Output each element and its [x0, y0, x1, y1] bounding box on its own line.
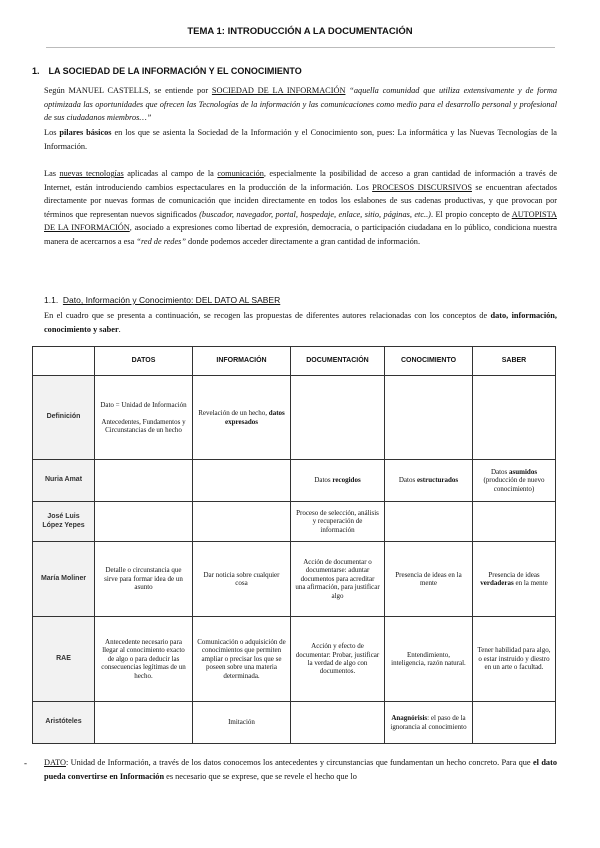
subsection-heading: 1.1. Dato, Información y Conocimiento: DEL DATO AL SABER: [44, 295, 281, 305]
table-cell: Dar noticia sobre cualquier cosa: [193, 542, 291, 617]
table-cell: Acción y efecto de documentar: Probar, justificar la verdad de algo con documentos.: [291, 617, 385, 702]
section-heading: [32, 66, 302, 76]
table-row: [33, 376, 556, 460]
table-cell: [473, 502, 556, 542]
table-row: [33, 502, 556, 542]
paragraph-cuadro-intro: En el cuadro que se presenta a continuación, se recogen las propuestas de diferentes autores relacionadas con los conceptos de dato, información, conocimiento y saber.: [44, 311, 557, 334]
table-cell: Entendimiento, inteligencia, razón natural.: [385, 617, 473, 702]
term-sociedad-informacion: SOCIEDAD DE LA INFORMACIÓN: [211, 86, 346, 95]
table-cell: Revelación de un hecho, datos expresados: [193, 376, 291, 460]
table-cell: Proceso de selección, análisis y recuperación de información: [291, 502, 385, 542]
row-label: Definición: [33, 376, 95, 460]
row-label: RAE: [33, 617, 95, 702]
table-cell: [95, 502, 193, 542]
table-cell: [193, 502, 291, 542]
term-pilares: pilares básicos: [59, 128, 112, 137]
page-title: TEMA 1: INTRODUCCIÓN A LA DOCUMENTACIÓN: [187, 26, 413, 37]
column-header: INFORMACIÓN: [193, 347, 291, 376]
row-label: Aristóteles: [33, 702, 95, 744]
table-corner-cell: [33, 347, 95, 376]
castells-quote: “aquella comunidad que utiliza extensivamente y de forma optimizada las oportunidades que ofrecen las Tecnologías de la información y las comunicaciones como medio para el desarrollo personal y profesional de sus ciudadanos miembros…”: [44, 86, 557, 122]
table-cell: Comunicación o adquisición de conocimientos que permiten ampliar o precisar los que se poseen sobre una materia determinada.: [193, 617, 291, 702]
header-divider: [46, 47, 555, 48]
row-label: María Moliner: [33, 542, 95, 617]
table-row: [33, 460, 556, 502]
table-cell: [473, 376, 556, 460]
table-row: [33, 542, 556, 617]
table-row: [33, 702, 556, 744]
table-cell: Acción de documentar o documentarse: aduntar documentos para acreditar una afirmación, para justificar algo: [291, 542, 385, 617]
table-cell: Dato = Unidad de Información Antecedentes, Fundamentos y Circunstancias de un hecho: [95, 376, 193, 460]
table-cell: Datos estructurados: [385, 460, 473, 502]
table-cell: Imitación: [193, 702, 291, 744]
term-dato: DATO: [44, 758, 66, 767]
bullet-marker: -: [24, 758, 27, 768]
paragraph-dato: DATO: Unidad de Información, a través de los datos conocemos los antecedentes y circunstancias que fundamentan un hecho concreto. Para que el dato pueda convertirse en Información es necesario que se exprese, que se revele el hecho que lo: [44, 758, 557, 781]
table-header-row: [33, 347, 556, 376]
table-cell: [291, 376, 385, 460]
paragraph-nuevas-tecnologias: Las nuevas tecnologías aplicadas al campo de la comunicación, especialmente la posibilidad de acceso a gran cantidad de información a través de Internet, están introduciendo cambios espectaculares en la producción de la información. Los PROCESOS DISCURSIVOS se encuentran afectados directamente por nuevas formas de comunicación que inciden directamente en todos los eslabones de sus cadenas productivas, y que provocan por términos que representan nuevos significados (buscador, navegador, portal, hospedaje, enlace, sitio, páginas, etc..). El propio concepto de AUTOPISTA DE LA INFORMACIÓN, asociado a expresiones como libertad de expresión, democracia, o participación ciudadana en lo público, condiciona nuestra manera de acercarnos a esa “red de redes” donde podemos acceder directamente a gran cantidad de información.: [44, 169, 558, 246]
table-cell: [95, 702, 193, 744]
table-cell: Detalle o circunstancia que sirve para formar idea de un asunto: [95, 542, 193, 617]
table-cell: Antecedente necesario para llegar al conocimiento exacto de algo o para deducir las consecuencias legítimas de un hecho.: [95, 617, 193, 702]
column-header: SABER: [473, 347, 556, 376]
table-cell: Presencia de ideas en la mente: [385, 542, 473, 617]
column-header: DATOS: [95, 347, 193, 376]
table-cell: Anagnórisis: el paso de la ignorancia al conocimiento: [385, 702, 473, 744]
column-header: DOCUMENTACIÓN: [291, 347, 385, 376]
section-title: LA SOCIEDAD DE LA INFORMACIÓN Y EL CONOCIMIENTO: [48, 66, 302, 76]
section-number: 1.: [32, 66, 40, 76]
column-header: CONOCIMIENTO: [385, 347, 473, 376]
table-cell: [385, 376, 473, 460]
row-label: Nuria Amat: [33, 460, 95, 502]
paragraph-castells: Según MANUEL CASTELLS, se entiende por SOCIEDAD DE LA INFORMACIÓN “aquella comunidad que utiliza extensivamente y de forma optimizada las oportunidades que ofrecen las Tecnologías de la información y las comunicaciones como medio para el desarrollo personal y profesional de sus ciudadanos miembros…”: [44, 86, 557, 122]
paragraph-pilares: Los pilares básicos en los que se asienta la Sociedad de la Información y el Conocimiento son, pues: La informática y las Nuevas Tecnologías de la Información.: [44, 128, 557, 151]
table-cell: Datos recogidos: [291, 460, 385, 502]
table-cell: Presencia de ideas verdaderas en la mente: [473, 542, 556, 617]
table-cell: [95, 460, 193, 502]
table-cell: [193, 460, 291, 502]
table-cell: [291, 702, 385, 744]
table-cell: [385, 502, 473, 542]
table-cell: Datos asumidos (producción de nuevo conocimiento): [473, 460, 556, 502]
table-cell: Tener habilidad para algo, o estar instruido y diestro en un arte o facultad.: [473, 617, 556, 702]
row-label: José Luis López Yepes: [33, 502, 95, 542]
table-cell: [473, 702, 556, 744]
concepts-table: [32, 346, 556, 744]
table-row: [33, 617, 556, 702]
